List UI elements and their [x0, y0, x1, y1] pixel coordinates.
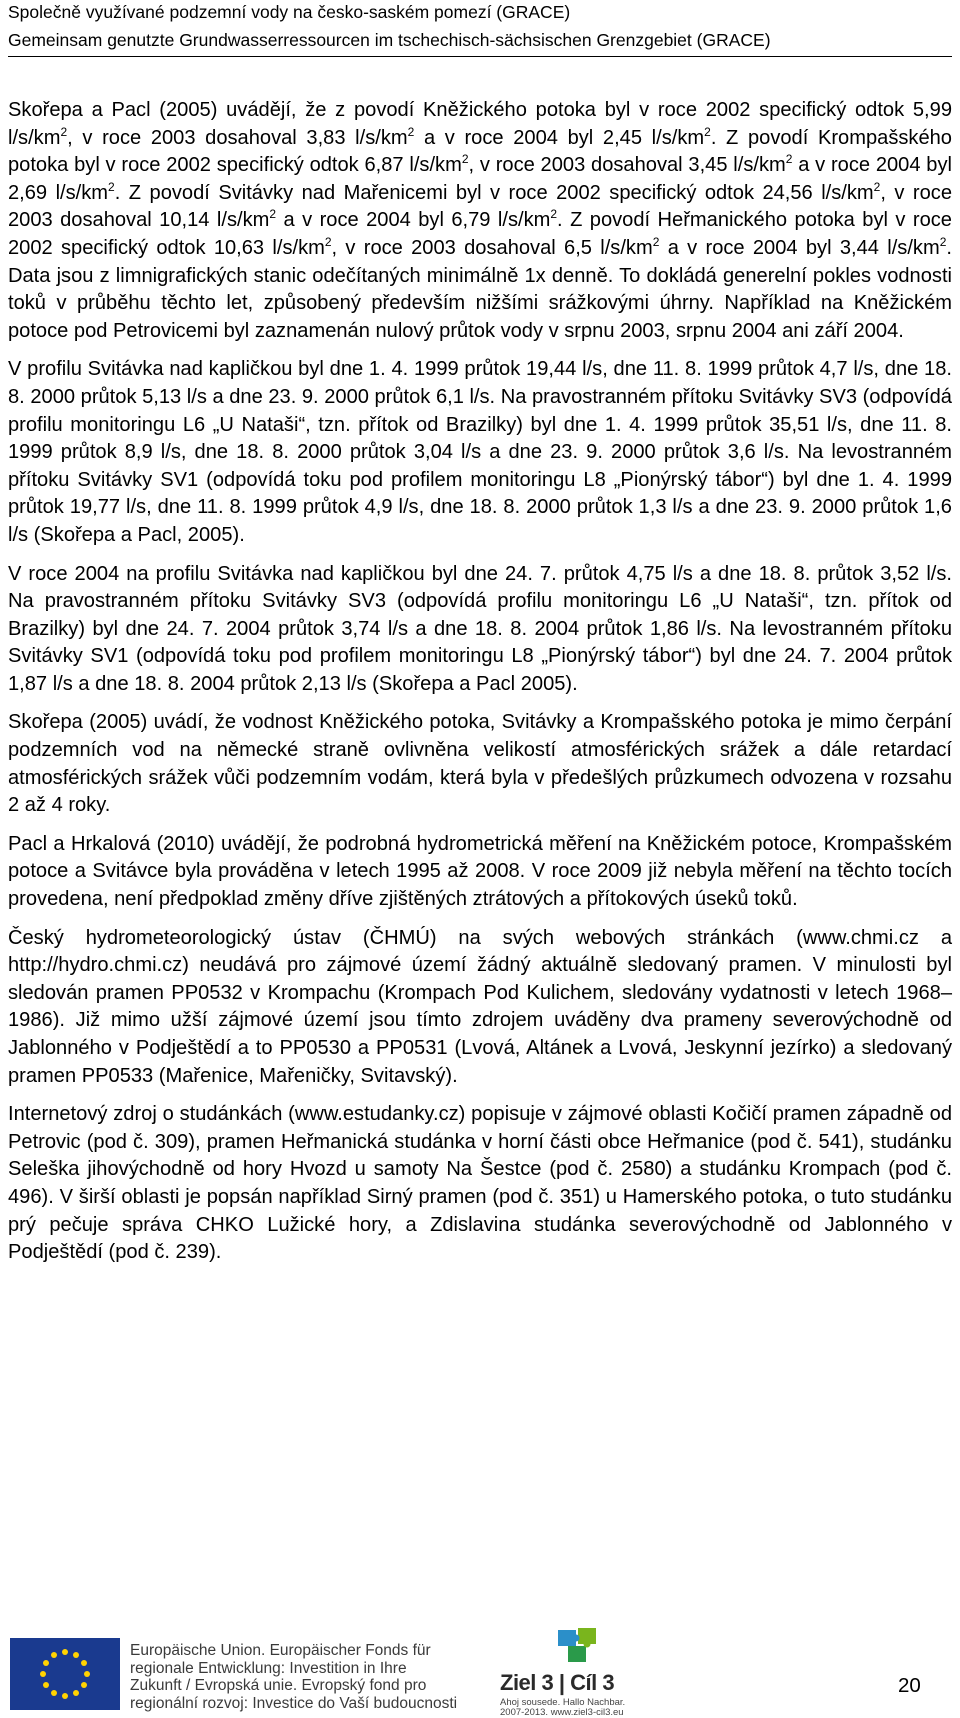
paragraph-4: Skořepa (2005) uvádí, že vodnost Kněžického potoka, Svitávky a Krompašského potoka je mimo čerpání podzemních vod na německé straně ovlivněna velikostí atmosférických srážek a dále retardací atmosférických srážek vůči podzemním vodám, která byla v předešlých průzkumech odvozena v rozsahu 2 až 4 roky.	[8, 711, 952, 817]
paragraph-2: V profilu Svitávka nad kapličkou byl dne 1. 4. 1999 průtok 19,44 l/s, dne 11. 8. 1999 průtok 4,7 l/s, dne 18. 8. 2000 průtok 5,13 l/s a dne 23. 9. 2000 průtok 6,1 l/s. Na pravostranném přítoku Svitávky SV3 (odpovídá profilu monitoringu L6 „U Nataši“, tzn. přítok od Brazilky) byl dne 1. 4. 1999 průtok 35,51 l/s, dne 11. 8. 1999 průtok 8,9 l/s, dne 18. 8. 2000 průtok 3,04 l/s a dne 23. 9. 2000 průtok 3,6 l/s. Na levostranném přítoku Svitávky SV1 (odpovídá toku pod profilem monitoringu L8 „Pionýrský tábor“) byl dne 1. 4. 1999 průtok 19,77 l/s, dne 11. 8. 1999 průtok 4,9 l/s, dne 18. 8. 2000 průtok 1,3 l/s a dne 23. 9. 2000 průtok 1,6 l/s (Skořepa a Pacl, 2005).	[8, 358, 952, 546]
page-number: 20	[898, 1674, 921, 1697]
eu-flag-icon	[10, 1638, 120, 1710]
paragraph-7: Internetový zdroj o studánkách (www.estudanky.cz) popisuje v zájmové oblasti Kočičí pramen západně od Petrovic (pod č. 309), pramen Heřmanická studánka v horní části obce Heřmanice (pod č. 541), studánku Seleška jihovýchodně od hory Hvozd u samoty Na Šestce (pod č. 2580) a studánku Krompach (pod č. 496). V širší oblasti je popsán například Sirný pramen (pod č. 351) u Hamerského potoka, o tuto studánku prý pečuje správa CHKO Lužické hory, a Zdislavina studánka severovýchodně od Jablonného v Podještědí (pod č. 239).	[8, 1103, 952, 1264]
puzzle-icon	[556, 1626, 600, 1666]
eu-funding-text: Europäische Union. Europäischer Fonds für regionale Entwicklung: Investition in Ihre Zukunft / Evropská unie. Evropský fond pro regionální rozvoj: Investice do Vaší budoucnosti	[130, 1642, 458, 1712]
header-divider	[8, 56, 952, 57]
page-header	[8, 0, 952, 52]
paragraph-3: V roce 2004 na profilu Svitávka nad kapličkou byl dne 24. 7. průtok 4,75 l/s a dne 18. 8. průtok 3,52 l/s. Na pravostranném přítoku Svitávky SV3 (odpovídá profilu monitoringu L6 „U Nataši“, tzn. přítok od Brazilky) byl dne 24. 7. 2004 průtok 3,74 l/s a dne 18. 8. 2004 průtok 1,86 l/s. Na levostranném přítoku Svitávky SV1 (odpovídá toku pod profilem monitoringu L8 „Pionýrský tábor“) byl dne 24. 7. 2004 průtok 1,87 l/s a dne 18. 8. 2004 průtok 2,13 l/s (Skořepa a Pacl 2005).	[8, 562, 952, 695]
ziel3-title: Ziel 3 | Cíl 3	[500, 1670, 615, 1695]
header-title-de: Gemeinsam genutzte Grundwasserressourcen im tschechisch-sächsischen Grenzgebiet (GRACE)	[8, 30, 771, 50]
document-body	[8, 97, 952, 1278]
paragraph-5: Pacl a Hrkalová (2010) uvádějí, že podrobná hydrometrická měření na Kněžickém potoce, Krompašském potoce a Svitávce byla prováděna v letech 1995 až 2008. V roce 2009 již nebyla měření na těchto tocích provedena, není předpoklad změny dříve zjištěných ztrátových a přítokových úseků toků.	[8, 832, 952, 911]
paragraph-6: Český hydrometeorologický ústav (ČHMÚ) na svých webových stránkách (www.chmi.cz a http://hydro.chmi.cz) neudává pro zájmové území žádný aktuálně sledovaný pramen. V minulosti byl sledován pramen PP0532 v Krompachu (Krompach Pod Kulichem, sledovány vydatnosti v letech 1968–1986). Již mimo užší zájmové území jsou tímto zdrojem uváděny dva prameny severovýchodně od Jablonného v Podještědí a to PP0530 a PP0531 (Lvová, Altánek a Lvová, Jeskynní jezírko) a sledovaný pramen PP0533 (Mařenice, Mařeničky, Svitavský).	[8, 926, 952, 1087]
ziel3-slogan: Ahoj sousede. Hallo Nachbar. 2007-2013. www.ziel3-cil3.eu	[500, 1697, 626, 1718]
ziel3-logo	[500, 1626, 650, 1718]
page-footer	[0, 1620, 960, 1718]
header-title-cz: Společně využívané podzemní vody na česko-saském pomezí (GRACE)	[8, 2, 571, 22]
paragraph-1: Skořepa a Pacl (2005) uvádějí, že z povodí Kněžického potoka byl v roce 2002 specifický odtok 5,99 $l/s/km^2$, v roce 2003 dosahoval 3,83 $l/s/km^2$ a v roce 2004 byl 2,45 $l/s/km^2$. Z povodí Krompašského potoka byl v roce 2002 specifický odtok 6,87 $l/s/km^2$, v roce 2003 dosahoval 3,45 $l/s/km^2$ a v roce 2004 byl 2,69 $l/s/km^2$. Z povodí Svitávky nad Mařenicemi byl v roce 2002 specifický odtok 24,56 $l/s/km^2$, v roce 2003 dosahoval 10,14 $l/s/km^2$ a v roce 2004 byl 6,79 $l/s/km^2$. Z povodí Heřmanického potoka byl v roce 2002 specifický odtok 10,63 $l/s/km^2$, v roce 2003 dosahoval 6,5 $l/s/km^2$ a v roce 2004 byl 3,44 $l/s/km^2$. Data jsou z limnigrafických stanic odečítaných minimálně 1x denně. To dokládá generelní pokles vodnosti toků v průběhu těchto let, způsobený především nižšími srážkovými úhrny. Například na Kněžickém potoce pod Petrovicemi byl zaznamenán nulový průtok vody v srpnu 2003, srpnu 2004 ani září 2004.	[8, 99, 953, 342]
